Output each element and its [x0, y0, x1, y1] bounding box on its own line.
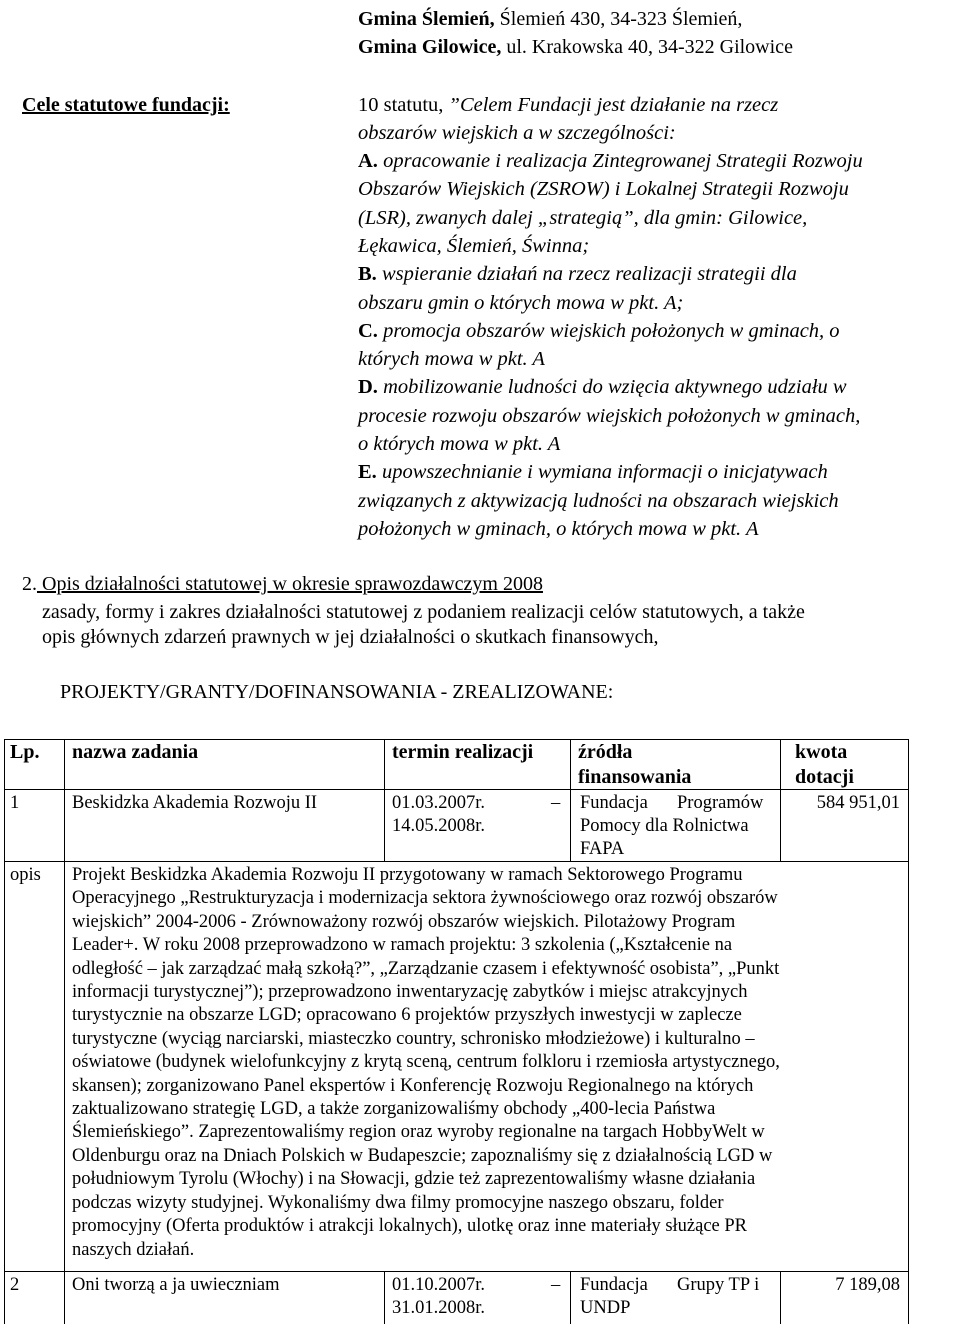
table-border-right	[908, 739, 909, 1324]
section-2-heading	[22, 572, 543, 597]
goal-item-text: położonych w gminach, o których mowa w pkt. A	[358, 518, 759, 540]
goal-item-line	[358, 175, 849, 203]
goal-item-text: związanych z aktywizacją ludności na obszarach wiejskich	[358, 490, 839, 512]
row-source-line-2: Pomocy dla Rolnictwa	[580, 816, 749, 836]
goal-item-line	[358, 430, 560, 458]
table-col-divider	[570, 1271, 571, 1324]
goal-item-text: (LSR), zwanych dalej „strategią”, dla gmin: Gilowice,	[358, 207, 808, 229]
row-term-end: 31.01.2008r.	[392, 1298, 486, 1318]
table-col-divider	[384, 739, 385, 861]
section-title: Opis działalności statutowej w okresie sprawozdawczym 2008	[37, 573, 543, 595]
goal-item-line	[358, 289, 683, 317]
goal-item-text: wspieranie działań na rzecz realizacji strategii dla	[381, 263, 797, 285]
row-amount: 7 189,08	[835, 1275, 900, 1295]
description-line: odległość – jak zarządzać małą szkołą?”, „Zarządzanie czasem i efektywność osobista”, „Punkt	[72, 958, 780, 979]
goal-item-text: mobilizowanie ludności do wzięcia aktywnego udziału w	[383, 376, 847, 398]
header-lp: Lp.	[10, 741, 40, 763]
row-term-end: 14.05.2008r.	[392, 816, 486, 836]
header-name: nazwa zadania	[72, 741, 199, 763]
description-line: informacji turystycznej”); przeprowadzono inwentaryzację zabytków i miejsc atrakcyjnych	[72, 982, 748, 1003]
table-col-divider	[780, 739, 781, 861]
description-line: podczas wizyty studyjnej. Wykonaliśmy dwa filmy promocyjne naszego obszaru, folder	[72, 1192, 724, 1213]
address-municipality-1: Gmina Ślemień,	[358, 8, 495, 30]
projects-heading: PROJEKTY/GRANTY/DOFINANSOWANIA - ZREALIZOWANE:	[60, 681, 614, 703]
goal-item-line	[358, 458, 828, 486]
address-line-2	[358, 34, 793, 60]
row-lp: 1	[10, 793, 20, 813]
table-border-left	[4, 739, 5, 1324]
goal-item-letter: C.	[358, 320, 378, 342]
goals-intro	[358, 91, 778, 119]
description-line: wiejskich” 2004-2006 - Zrównoważony rozwój obszarów wiejskich. Pilotażowy Program	[72, 911, 736, 932]
address-line-1	[358, 6, 742, 32]
row-source-word-2: Programów	[677, 793, 764, 813]
goal-item-line	[358, 204, 807, 232]
address-details-1: Ślemień 430, 34-323 Ślemień,	[494, 8, 743, 30]
description-line: zaktualizowano strategię LGD, a także zorganizowaliśmy obchody „400-lecia Państwa	[72, 1099, 716, 1120]
table-divider	[4, 1271, 909, 1272]
row-source-word-2: Grupy TP i	[677, 1275, 760, 1295]
goals-intro-plain: 10 statutu,	[358, 94, 449, 116]
goal-item-line	[358, 147, 863, 175]
row-source-line-3: FAPA	[580, 839, 625, 859]
address-details-2: ul. Krakowska 40, 34-322 Gilowice	[501, 36, 793, 58]
row-description	[72, 864, 898, 1262]
goal-item-text: procesie rozwoju obszarów wiejskich położonych w gminach,	[358, 405, 861, 427]
row-term-start: 01.10.2007r.	[392, 1275, 486, 1295]
goal-item-text: promocja obszarów wiejskich położonych w gminach, o	[383, 320, 840, 342]
goal-item-line	[358, 515, 758, 543]
description-line: Leader+. W roku 2008 przeprowadzono w ramach projektu: 3 szkolenia („Kształcenie na	[72, 935, 733, 956]
description-line: turystyczne (wyciąg narciarski, miasteczko country, schronisko młodzieżowe) i kulturalno –	[72, 1028, 755, 1049]
goal-item-text: Obszarów Wiejskich (ZSROW) i Lokalnej Strategii Rozwoju	[358, 178, 849, 200]
goals-intro-italic: ”Celem Fundacji jest działanie na rzecz	[448, 94, 779, 116]
description-line: południowym Tyrolu (Włochy) i na Słowacji, gdzie też zaprezentowaliśmy własne działania	[72, 1169, 756, 1190]
row-term-start: 01.03.2007r.	[392, 793, 486, 813]
row-source-line-2: UNDP	[580, 1298, 631, 1318]
goal-item-line	[358, 402, 860, 430]
goal-item-line	[358, 317, 840, 345]
header-term: termin realizacji	[392, 741, 534, 763]
header-amount-1: kwota	[795, 741, 848, 763]
description-line: Oldenburgu oraz na Dniach Polskich w Budapeszcie; zapoznaliśmy się z działalnością LGD w	[72, 1145, 773, 1166]
goal-item-line	[358, 260, 797, 288]
goal-item-line	[358, 487, 839, 515]
description-line: skansen); zorganizowano Panel ekspertów i Konferencję Rozwoju Regionalnego na których	[72, 1075, 754, 1096]
table-col-divider	[780, 1271, 781, 1324]
section-para-line-1: zasady, formy i zakres działalności statutowej z podaniem realizacji celów statutowych, a także	[42, 601, 805, 623]
goal-item-letter: D.	[358, 376, 378, 398]
goal-item-text: o których mowa w pkt. A	[358, 433, 561, 455]
section-number: 2.	[22, 573, 37, 595]
row-lp: 2	[10, 1275, 20, 1295]
goal-item-line	[358, 373, 847, 401]
goal-item-letter: A.	[358, 150, 378, 172]
row-amount: 584 951,01	[816, 793, 900, 813]
description-line: turystycznie na obszarze LGD; opracowano 6 projektów przyszłych inwestycji w zaplecze	[72, 1005, 742, 1026]
table-col-divider	[384, 1271, 385, 1324]
row-term-dash: –	[551, 1275, 561, 1295]
row-desc-label: opis	[10, 865, 41, 885]
description-line: Operacyjnego „Restrukturyzacja i modernizacja sektora żywnościowego oraz rozwój obszarów	[72, 888, 778, 909]
goal-item-letter: E.	[358, 461, 377, 483]
description-line: Ślemieńskiego”. Zaprezentowaliśmy region oraz wyroby regionalne na targach HobbyWelt w	[72, 1122, 765, 1143]
description-line: Projekt Beskidzka Akademia Rozwoju II przygotowany w ramach Sektorowego Programu	[72, 865, 743, 885]
table-col-divider	[570, 739, 571, 861]
goal-item-text: opracowanie i realizacja Zintegrowanej Strategii Rozwoju	[383, 150, 863, 172]
table-divider	[4, 789, 909, 790]
row-source-word-1: Fundacja	[580, 793, 648, 813]
section-para-line-2: opis głównych zdarzeń prawnych w jej działalności o skutkach finansowych,	[42, 626, 659, 648]
row-name: Beskidzka Akademia Rozwoju II	[72, 793, 318, 813]
header-amount-2: dotacji	[795, 766, 854, 788]
table-col-divider	[64, 739, 65, 1324]
goal-item-letter: B.	[358, 263, 377, 285]
goal-item-text: obszaru gmin o których mowa w pkt. A;	[358, 292, 684, 314]
description-line: oświatowe (budynek wielofunkcyjny z krytą sceną, centrum folkloru i rzemiosła artystycznego,	[72, 1052, 780, 1073]
goals-intro-line2: obszarów wiejskich a w szczególności:	[358, 122, 676, 144]
row-name: Oni tworzą a ja uwieczniam	[72, 1275, 280, 1295]
header-source-2: finansowania	[578, 766, 692, 788]
goal-item-line	[358, 345, 545, 373]
description-line: promocyjny (Oferta produktów i atrakcji lokalnych), ulotkę oraz inne materiały służące PR	[72, 1216, 748, 1237]
goal-item-text: Łękawica, Ślemień, Świnna;	[358, 235, 590, 257]
goals-label: Cele statutowe fundacji:	[22, 94, 230, 116]
table-divider	[4, 861, 909, 862]
row-term-dash: –	[551, 793, 561, 813]
goal-item-line	[358, 232, 589, 260]
address-municipality-2: Gmina Gilowice,	[358, 36, 502, 58]
description-line: naszych działań.	[72, 1239, 195, 1260]
row-source-word-1: Fundacja	[580, 1275, 648, 1295]
goal-item-text: których mowa w pkt. A	[358, 348, 545, 370]
header-source-1: źródła	[578, 741, 633, 763]
goal-item-text: upowszechnianie i wymiana informacji o inicjatywach	[381, 461, 828, 483]
